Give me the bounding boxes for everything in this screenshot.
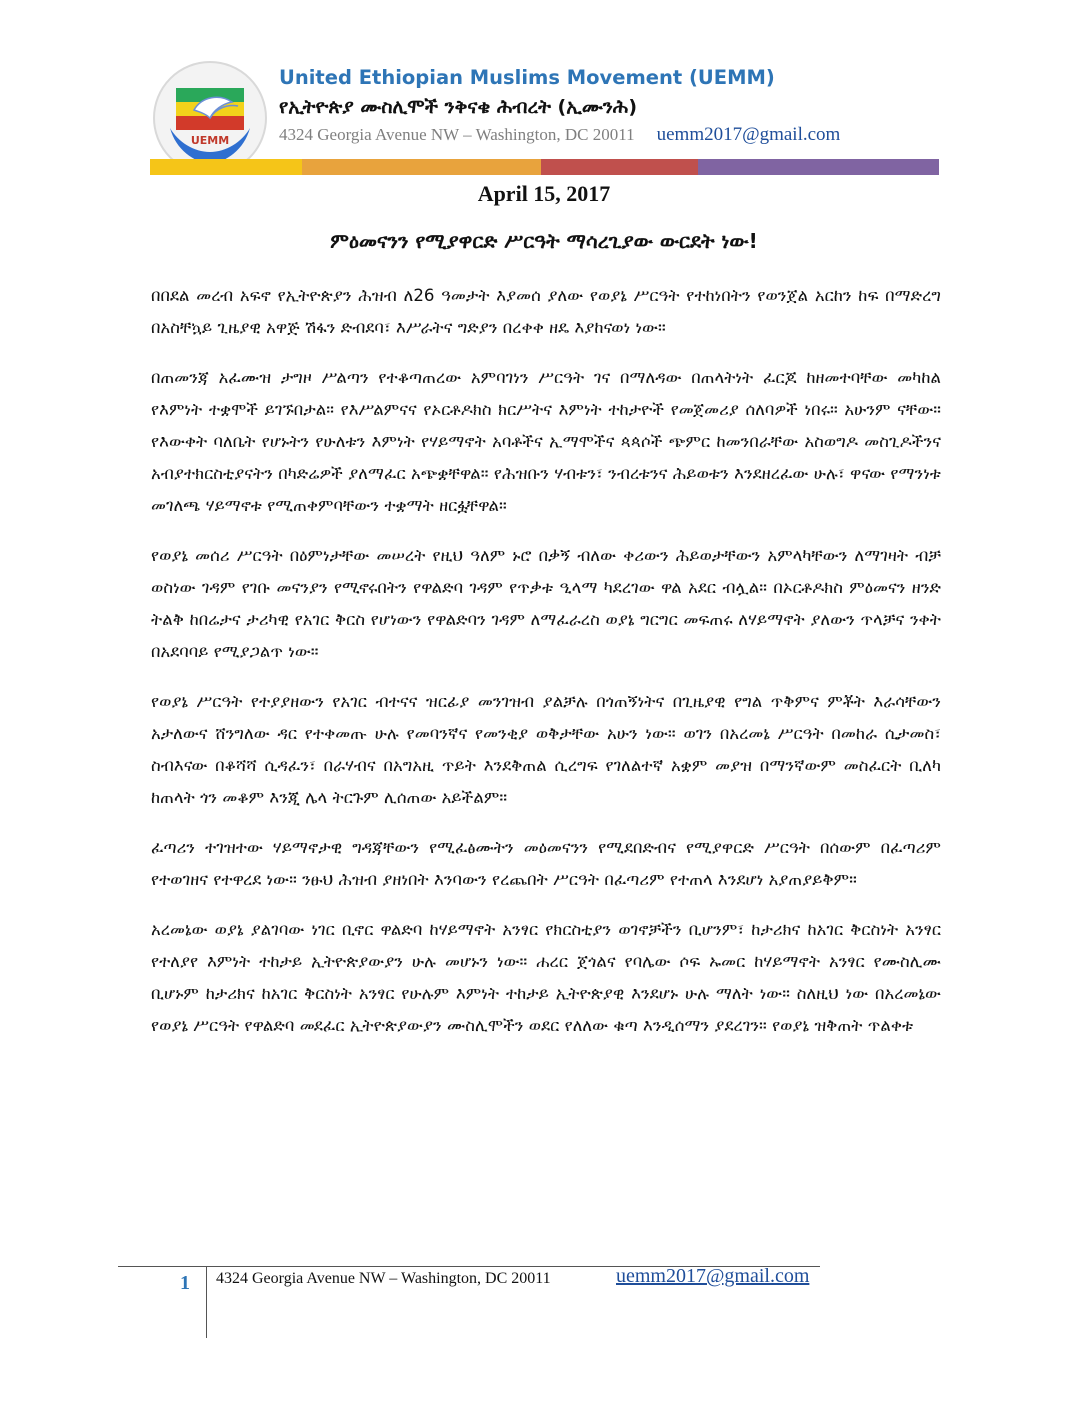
footer-address: 4324 Georgia Avenue NW – Washington, DC 20011 — [216, 1270, 551, 1287]
document-body — [151, 280, 941, 1060]
document-date: April 15, 2017 — [477, 181, 611, 206]
page-number: 1 — [180, 1272, 190, 1294]
color-bar-segment-yellow — [150, 159, 302, 175]
paragraph: በጠመንጃ አፈሙዝ ታግዞ ሥልጣን የተቆጣጠረው አምባገነን ሥርዓት ገና በማለዳው በጠላትነት ፈርጆ ከዘመተባቸው መካከል የእምነት ተቋሞች ይገኙበታል። የእሥልምናና የኦርቶዶክስ ክርሥትና እምነት ተከታዮች የመጀመሪያ ሰለባዎች ነበሩ። አሁንም ናቸው። የእውቀት ባለቤት የሆኑትን የሁለቱን እምነት የሃይማኖት አባቶችና ኢማሞችና ጳጳሶች ጭምር ከመንበራቸው አስወግዶ መስጊዶችንና አብያተክርስቲያናትን በካድሬዎች ያለማፈር አጭቋቸዋል። የሕዝቡን ሃብቱን፣ ንብረቱንና ሕይወቱን እንደዘረፈው ሁሉ፣ ዋናው የማንነቱ መገለጫ ሃይማኖቱ የሚጠቀምባቸውን ተቋማት ዘርፏቸዋል። — [151, 368, 941, 515]
header-email: uemm2017@gmail.com — [656, 124, 841, 145]
document-title: ምዕመናንን የሚያዋርድ ሥርዓት ማሳረጊያው ውርደት ነው! — [330, 229, 758, 253]
organization-name-english: United Ethiopian Muslims Movement (UEMM) — [279, 66, 775, 89]
color-bar-segment-red — [541, 159, 698, 175]
color-bar-segment-orange — [302, 159, 541, 175]
paragraph: የወያኔ መሰሪ ሥርዓት በዕምነታቸው መሠረት የዚህ ዓለም ኑሮ በቃኝ ብለው ቀሪውን ሕይወታቸውን አምላካቸውን ለማገዛት ብቻ ወስነው ገዳም የገቡ መናንያን የሚኖሩበትን የዋልድባ ገዳም የጥቃቱ ዒላማ ካደረገው ዋል አደር ብሏል። በኦርቶዶክስ ምዕመናን ዘንድ ትልቅ ከበሬታና ታሪካዊ የአገር ቅርስ የሆነውን የዋልድባን ገዳም ለማፈራረስ ወያኔ ግርግር መፍጠሩ ለሃይማኖት ያለውን ጥላቻና ንቀት በአደባባይ የሚያጋልጥ ነው። — [151, 546, 941, 661]
color-bar-segment-purple — [698, 159, 939, 175]
header-color-bar — [150, 159, 939, 175]
logo-text: UEMM — [190, 134, 230, 147]
organization-name-amharic: የኢትዮጵያ ሙስሊሞች ንቅናቄ ሕብረት (ኢሙንሕ) — [279, 96, 638, 118]
header-contact-line — [279, 124, 840, 146]
paragraph: ፈጣሪን ተገዝተው ሃይማኖታዊ ግዳጃቸውን የሚፈፅሙትን መዕመናንን የሚደበድብና የሚያዋርድ ሥርዓት በሰውም በፈጣሪም የተወገዘና የተዋረደ ነው። ንፁህ ሕዝብ ያዘነበት እንባውን የረጨበት ሥርዓት በፈጣሪም የተጠላ እንደሆነ አያጠያይቅም። — [151, 838, 941, 889]
paragraph: በበደል መረብ አፍኖ የኢትዮጵያን ሕዝብ ለ26 ዓመታት እያመሰ ያለው የወያኔ ሥርዓት የተከነበትን የወንጀል አርከን ከፍ በማድረግ በአስቸኳይ ጊዜያዊ አዋጅ ሽፋን ድብደባ፣ እሥራትና ግድያን በረቀቀ ዘዴ እያከናወነ ነው። — [151, 286, 941, 337]
paragraph: የወያኔ ሥርዓት የተያያዘውን የአገር ብተናና ዝርፊያ መንገዝብ ያልቻሉ በጎጠኝነትና በጊዜያዊ የግል ጥቅምና ምቾት እራሳቸውን አታለውና ሸንግለው ዳር የተቀመጡ ሁሉ የመባንኛና የመንቂያ ወቅታቸው አሁን ነው። ወገን በአረመኔ ሥርዓት በመከራ ሲታመስ፣ ስብእናው በቆሻሻ ሲዳፈን፣ በራሃብና በአግአዚ ጥይት እንደቅጠል ሲረግፍ የገለልተኛ አቋም መያዝ በማንኛውም መስፈርት ቢለካ ከጠላት ጎን መቆም እንጂ ሌላ ትርጉም ሊሰጠው አይችልም። — [151, 692, 941, 807]
header-address: 4324 Georgia Avenue NW – Washington, DC 20011 — [279, 125, 635, 144]
footer-vertical-divider — [206, 1266, 207, 1338]
footer-email-link[interactable]: uemm2017@gmail.com — [616, 1265, 810, 1287]
paragraph: አረመኔው ወያኔ ያልገባው ነገር ቢኖር ዋልድባ ከሃይማኖት አንፃር የክርስቲያን ወገኖቻችን ቢሆንም፣ ከታሪክና ከአገር ቅርስነት አንፃር የተለያየ እምነት ተከታይ ኢትዮጵያውያን ሁሉ መሆኑን ነው። ሐረር ጀጎልና የባሌው ሶፍ ኡመር ከሃይማኖት አንፃር የሙስሊሙ ቢሆኑም ከታሪክና ከአገር ቅርስነት አንፃር የሁሉም እምነት ተከታይ ኢትዮጵያዊ እንደሆኑ ሁሉ ማለት ነው። ስለዚህ ነው በአረመኔው የወያኔ ሥርዓት የዋልድባ መደፈር ኢትዮጵያውያን ሙስሊሞችን ወደር የለለው ቁጣ እንዲሰማን ያደረገን። የወያኔ ዝቅጠት ጥልቀቱ — [151, 920, 941, 1035]
